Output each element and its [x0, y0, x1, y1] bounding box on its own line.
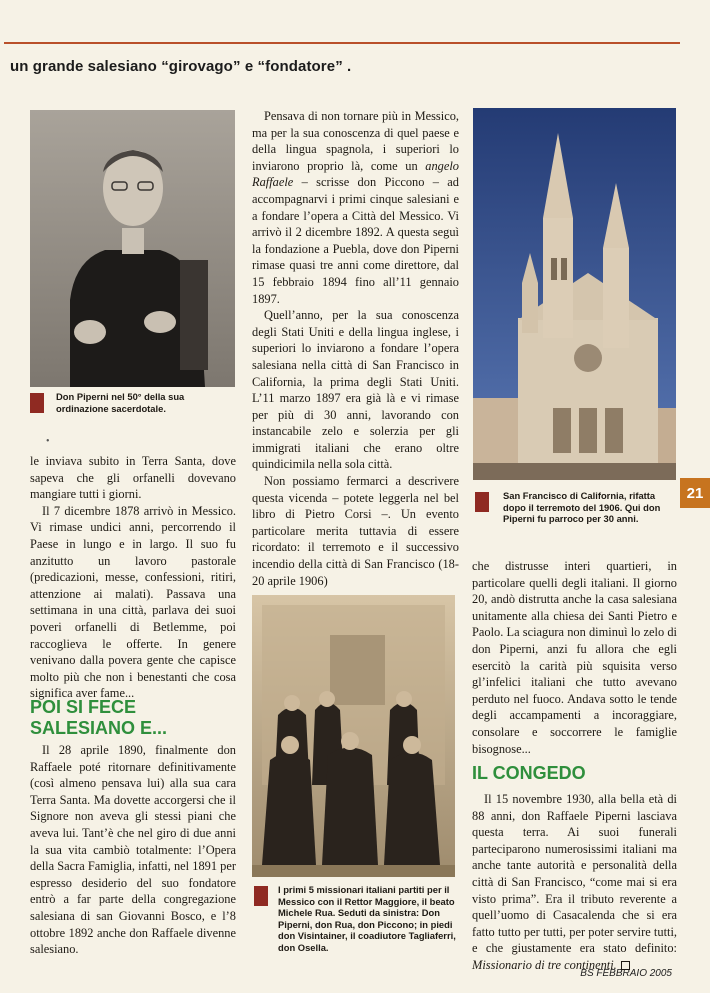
portrait-caption-text: Don Piperni nel 50° della sua ordinazione sacerdotale.: [56, 391, 185, 414]
church-photo: [473, 108, 676, 480]
body-paragraph: Quell’anno, per la sua conoscenza degli Stati Uniti e della lingua inglese, i superiori lo inviarono a fondare l’opera salesiana nella città di San Francisco in California, la prima degli Stati Uniti. L’11 marzo 1897 era già là e vi rimase per più di 30 anni, lavorando con instancabile zelo e solerzia per gli immigrati italiani che erano oltre quindicimila nella sola città.: [252, 308, 459, 472]
portrait-photo: [30, 110, 235, 387]
group-caption-text: I primi 5 missionari italiani partiti per il Messico con il Rettor Maggiore, il beato Michele Rua. Seduti da sinistra: Don Piperni, don Rua, don Piccono; in piedi don Visintainer, il coadiutore Tagliaferri, don Osella.: [278, 884, 456, 953]
left-column-top: [30, 453, 236, 702]
text-emphasis: Missionario di tre continenti.: [472, 957, 617, 972]
group-caption: [254, 884, 457, 954]
body-paragraph: [252, 108, 459, 307]
portrait-caption: [30, 391, 235, 414]
article-kicker: un grande salesiano “girovago” e “fondatore” .: [10, 58, 352, 75]
page-number-tab: 21: [680, 478, 710, 508]
group-photo: [252, 595, 455, 877]
church-caption-text: San Francisco di California, rifatta dopo il terremoto del 1906. Qui don Piperni fu parroco per 30 anni.: [503, 490, 661, 525]
text-run: Pensava di non tornare più in Messico, ma per la sua conoscenza di quel paese e della lingua spagnola, i superiori lo inviarono proprio là, come un: [252, 109, 459, 173]
separator-dot: •: [46, 436, 50, 447]
body-paragraph: [472, 791, 677, 974]
body-paragraph: le inviava subito in Terra Santa, dove sapeva che gli orfanelli dovevano mangiare tutti i giorni.: [30, 454, 236, 502]
church-caption: [475, 490, 675, 525]
body-paragraph: Il 28 aprile 1890, finalmente don Raffaele poté ritornare definitivamente (così almeno pensava lui) alla sua cara Terra Santa. Ma dovette accorgersi che il Signore non aveva gli stessi piani che aveva lui. Tant’è che nel giro di due anni la sua vita cambiò totalmente: l’Opera della Sacra Famiglia, infatti, nel 1891 per espresso desiderio del suo fondatore entrò a far parte della congregazione salesiana di san Giovanni Bosco, e l’8 ottobre 1892 anche don Raffaele divenne salesiano.: [30, 743, 236, 957]
header-rule: [4, 42, 680, 44]
caption-marker: [254, 886, 268, 906]
left-column-bottom: [30, 742, 236, 958]
page-footer: BS FEBBRAIO 2005: [580, 968, 672, 979]
text-run: Il 15 novembre 1930, alla bella età di 88 anni, don Raffaele Piperni lasciava questa terra. Ai suoi funerali parteciparono numerosissimi italiani ma anche tante autorità e personalità della città di San Francisco, “come mai si era visto prima”. Era il tributo reverente a quell’uomo di Casacalenda che si era fatto tutto per tutti, per poter servire tutti, e che giustamente era stato definito:: [472, 792, 677, 956]
right-column-bottom: [472, 791, 677, 974]
caption-marker: [30, 393, 44, 413]
text-run: – scrisse don Piccono – ad accompagnarvi i primi cinque salesiani e a fondare l’opera a Città del Messico. Vi arrivò il 2 dicembre 1892. A questa seguì la fondazione a Puebla, dove don Piperni rimase quasi tre anni come direttore, dal 15 febbraio 1894 fino all’11 gennaio 1897.: [252, 175, 459, 306]
text-emphasis: angelo Raffaele: [252, 158, 459, 190]
section-title-salesiano: POI SI FECE SALESIANO E...: [30, 697, 168, 738]
right-column-top: [472, 558, 677, 757]
caption-marker: [475, 492, 489, 512]
body-paragraph: Non possiamo fermarci a descrivere questa vicenda – potete leggerla nel bel libro di Pietro Corsi –. Un evento particolare merita tuttavia di essere ricordato: il terremoto e il successivo incendio della città di San Francisco (18-20 aprile 1906): [252, 474, 459, 588]
section-title-congedo: IL CONGEDO: [472, 763, 586, 783]
middle-column: [252, 108, 459, 589]
body-paragraph: che distrusse interi quartieri, in particolare quelli degli italiani. Il giorno 20, andò distrutta anche la casa salesiana unitamente alla chiesa dei Santi Pietro e Paolo. La sciagura non diminuì lo zelo di don Piperni, anzi fu allora che egli esercitò la carità più squisita verso gl’infelici italiani che tutto avevano perduto nel fuoco. Andava sotto le tende degli accampamenti a incoraggiare, consolare e soccorrere le famiglie bisognose...: [472, 559, 677, 756]
body-paragraph: Il 7 dicembre 1878 arrivò in Messico. Vi rimase undici anni, percorrendo il Paese in lungo e in largo. Il suo fu anzitutto un lavoro pastorale (predicazioni, messe, confessioni, ritiri, attenzione ai malati). Passava una settimana in una città, parlava dei suoi poveri orfanelli di Betlemme, poi raccoglieva le offerte. In genere venivano dalla povera gente che capisce molto più che non i benestanti che cosa significa aver fame...: [30, 503, 236, 701]
